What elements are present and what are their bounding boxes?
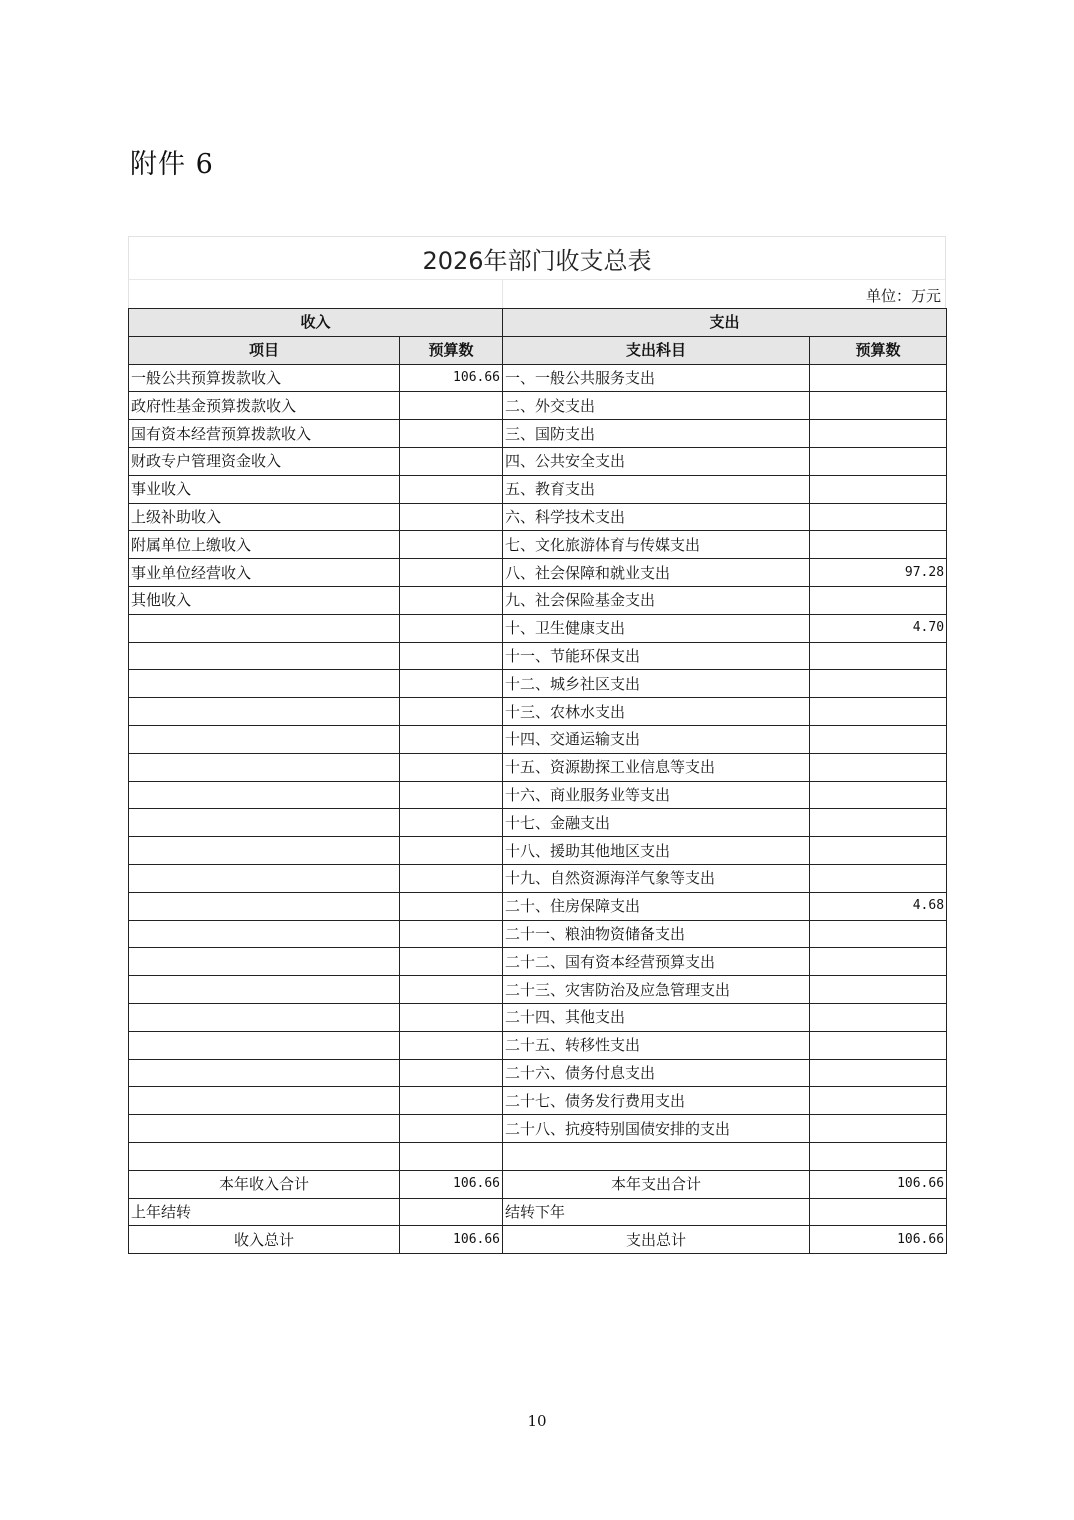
expense-item-cell: 二十一、粮油物资储备支出	[503, 920, 810, 948]
expense-budget-header: 预算数	[810, 336, 947, 364]
income-item-cell: 上级补助收入	[129, 503, 400, 531]
income-item-cell	[129, 725, 400, 753]
expense-item-cell: 四、公共安全支出	[503, 447, 810, 475]
expense-item-cell: 二十二、国有资本经营预算支出	[503, 948, 810, 976]
income-value-cell: 106.66	[400, 1170, 503, 1198]
expense-item-cell: 十六、商业服务业等支出	[503, 781, 810, 809]
expense-item-header: 支出科目	[503, 336, 810, 364]
income-item-cell	[129, 698, 400, 726]
expense-item-cell: 八、社会保障和就业支出	[503, 559, 810, 587]
table-row	[129, 531, 947, 559]
table-row	[129, 670, 947, 698]
expense-item-cell: 十二、城乡社区支出	[503, 670, 810, 698]
budget-sheet	[128, 236, 946, 1254]
income-value-cell	[400, 725, 503, 753]
income-value-cell	[400, 864, 503, 892]
income-group-header: 收入	[129, 309, 503, 337]
income-item-cell: 政府性基金预算拨款收入	[129, 392, 400, 420]
income-value-cell	[400, 392, 503, 420]
expense-item-cell: 十九、自然资源海洋气象等支出	[503, 864, 810, 892]
table-row	[129, 892, 947, 920]
income-value-cell	[400, 837, 503, 865]
income-item-cell	[129, 892, 400, 920]
income-value-cell	[400, 892, 503, 920]
table-row	[129, 364, 947, 392]
expense-item-cell: 本年支出合计	[503, 1170, 810, 1198]
expense-item-cell: 二十七、债务发行费用支出	[503, 1087, 810, 1115]
table-row	[129, 447, 947, 475]
income-item-cell	[129, 781, 400, 809]
expense-value-cell	[810, 864, 947, 892]
table-row	[129, 1059, 947, 1087]
table-row	[129, 781, 947, 809]
income-budget-header: 预算数	[400, 336, 503, 364]
expense-value-cell	[810, 1142, 947, 1170]
expense-item-cell: 七、文化旅游体育与传媒支出	[503, 531, 810, 559]
expense-value-cell: 4.68	[810, 892, 947, 920]
income-value-cell	[400, 781, 503, 809]
expense-item-cell: 二十三、灾害防治及应急管理支出	[503, 976, 810, 1004]
income-item-cell	[129, 1059, 400, 1087]
expense-value-cell	[810, 642, 947, 670]
income-value-cell	[400, 642, 503, 670]
expense-value-cell	[810, 475, 947, 503]
expense-value-cell	[810, 1031, 947, 1059]
income-item-cell	[129, 1087, 400, 1115]
table-row	[129, 920, 947, 948]
income-value-cell	[400, 420, 503, 448]
expense-item-cell: 结转下年	[503, 1198, 810, 1226]
income-value-cell	[400, 1087, 503, 1115]
table-title: 2026年部门收支总表	[128, 236, 946, 280]
table-row	[129, 1031, 947, 1059]
expense-item-cell: 二十四、其他支出	[503, 1003, 810, 1031]
group-header-row	[129, 309, 947, 337]
expense-item-cell: 二十、住房保障支出	[503, 892, 810, 920]
table-row	[129, 475, 947, 503]
income-value-cell	[400, 1115, 503, 1143]
expense-item-cell: 十八、援助其他地区支出	[503, 837, 810, 865]
table-row	[129, 420, 947, 448]
expense-item-cell: 五、教育支出	[503, 475, 810, 503]
expense-item-cell: 十、卫生健康支出	[503, 614, 810, 642]
table-row	[129, 559, 947, 587]
income-value-cell	[400, 503, 503, 531]
income-item-cell	[129, 809, 400, 837]
expense-value-cell: 97.28	[810, 559, 947, 587]
income-value-cell	[400, 1031, 503, 1059]
income-item-cell	[129, 670, 400, 698]
expense-item-cell: 十五、资源勘探工业信息等支出	[503, 753, 810, 781]
income-value-cell: 106.66	[400, 364, 503, 392]
income-item-cell	[129, 1142, 400, 1170]
expense-value-cell	[810, 1059, 947, 1087]
table-row	[129, 1226, 947, 1254]
income-value-cell	[400, 976, 503, 1004]
expense-value-cell	[810, 781, 947, 809]
table-row	[129, 392, 947, 420]
expense-item-cell: 二十五、转移性支出	[503, 1031, 810, 1059]
table-row	[129, 837, 947, 865]
expense-value-cell	[810, 1198, 947, 1226]
income-item-cell: 国有资本经营预算拨款收入	[129, 420, 400, 448]
unit-label: 单位：万元	[865, 287, 941, 305]
income-value-cell	[400, 531, 503, 559]
table-row	[129, 753, 947, 781]
income-item-cell	[129, 1003, 400, 1031]
expense-item-cell: 支出总计	[503, 1226, 810, 1254]
expense-item-cell: 三、国防支出	[503, 420, 810, 448]
expense-value-cell	[810, 1115, 947, 1143]
income-item-cell	[129, 1031, 400, 1059]
unit-row-divider	[502, 280, 503, 308]
income-item-cell	[129, 948, 400, 976]
expense-item-cell: 二十八、抗疫特别国债安排的支出	[503, 1115, 810, 1143]
table-row	[129, 614, 947, 642]
income-item-cell	[129, 920, 400, 948]
income-item-cell: 事业收入	[129, 475, 400, 503]
expense-value-cell	[810, 670, 947, 698]
table-row	[129, 503, 947, 531]
income-value-cell: 106.66	[400, 1226, 503, 1254]
column-header-row	[129, 336, 947, 364]
table-row	[129, 1115, 947, 1143]
table-row	[129, 864, 947, 892]
expense-value-cell	[810, 531, 947, 559]
expense-value-cell	[810, 809, 947, 837]
table-row	[129, 976, 947, 1004]
attachment-label: 附件 6	[130, 149, 214, 180]
income-value-cell	[400, 559, 503, 587]
expense-item-cell: 十一、节能环保支出	[503, 642, 810, 670]
income-value-cell	[400, 447, 503, 475]
expense-value-cell	[810, 948, 947, 976]
expense-value-cell	[810, 753, 947, 781]
table-row	[129, 1170, 947, 1198]
expense-value-cell	[810, 392, 947, 420]
income-item-cell: 事业单位经营收入	[129, 559, 400, 587]
expense-value-cell	[810, 503, 947, 531]
expense-item-cell: 一、一般公共服务支出	[503, 364, 810, 392]
table-row	[129, 1087, 947, 1115]
income-value-cell	[400, 1142, 503, 1170]
table-row	[129, 642, 947, 670]
income-item-cell	[129, 976, 400, 1004]
income-value-cell	[400, 586, 503, 614]
expense-item-cell: 二、外交支出	[503, 392, 810, 420]
expense-item-cell: 十七、金融支出	[503, 809, 810, 837]
expense-group-header: 支出	[503, 309, 947, 337]
income-item-header: 项目	[129, 336, 400, 364]
table-row	[129, 948, 947, 976]
income-value-cell	[400, 1198, 503, 1226]
income-item-cell: 一般公共预算拨款收入	[129, 364, 400, 392]
income-item-cell	[129, 837, 400, 865]
expense-value-cell: 106.66	[810, 1170, 947, 1198]
unit-row	[128, 280, 946, 308]
income-item-cell: 其他收入	[129, 586, 400, 614]
income-item-cell: 财政专户管理资金收入	[129, 447, 400, 475]
expense-value-cell	[810, 1087, 947, 1115]
expense-value-cell	[810, 837, 947, 865]
income-value-cell	[400, 1003, 503, 1031]
table-row	[129, 1003, 947, 1031]
table-row	[129, 809, 947, 837]
expense-item-cell: 二十六、债务付息支出	[503, 1059, 810, 1087]
expense-value-cell: 106.66	[810, 1226, 947, 1254]
income-item-cell	[129, 753, 400, 781]
table-row	[129, 725, 947, 753]
income-value-cell	[400, 670, 503, 698]
income-item-cell	[129, 614, 400, 642]
table-row	[129, 1142, 947, 1170]
income-value-cell	[400, 753, 503, 781]
expense-item-cell: 九、社会保险基金支出	[503, 586, 810, 614]
expense-value-cell	[810, 725, 947, 753]
income-item-cell: 收入总计	[129, 1226, 400, 1254]
income-value-cell	[400, 948, 503, 976]
income-value-cell	[400, 475, 503, 503]
expense-value-cell	[810, 586, 947, 614]
income-value-cell	[400, 698, 503, 726]
income-value-cell	[400, 1059, 503, 1087]
expense-value-cell	[810, 364, 947, 392]
income-value-cell	[400, 809, 503, 837]
expense-value-cell	[810, 698, 947, 726]
income-item-cell: 附属单位上缴收入	[129, 531, 400, 559]
expense-value-cell	[810, 1003, 947, 1031]
expense-item-cell	[503, 1142, 810, 1170]
budget-table	[128, 308, 947, 1254]
page-number: 10	[527, 1412, 547, 1430]
expense-value-cell	[810, 976, 947, 1004]
income-item-cell: 上年结转	[129, 1198, 400, 1226]
table-row	[129, 586, 947, 614]
income-value-cell	[400, 920, 503, 948]
table-row	[129, 698, 947, 726]
income-item-cell	[129, 642, 400, 670]
expense-value-cell	[810, 420, 947, 448]
expense-value-cell: 4.70	[810, 614, 947, 642]
expense-item-cell: 六、科学技术支出	[503, 503, 810, 531]
expense-value-cell	[810, 447, 947, 475]
table-row	[129, 1198, 947, 1226]
expense-value-cell	[810, 920, 947, 948]
income-item-cell	[129, 1115, 400, 1143]
income-item-cell: 本年收入合计	[129, 1170, 400, 1198]
income-value-cell	[400, 614, 503, 642]
income-item-cell	[129, 864, 400, 892]
expense-item-cell: 十三、农林水支出	[503, 698, 810, 726]
expense-item-cell: 十四、交通运输支出	[503, 725, 810, 753]
